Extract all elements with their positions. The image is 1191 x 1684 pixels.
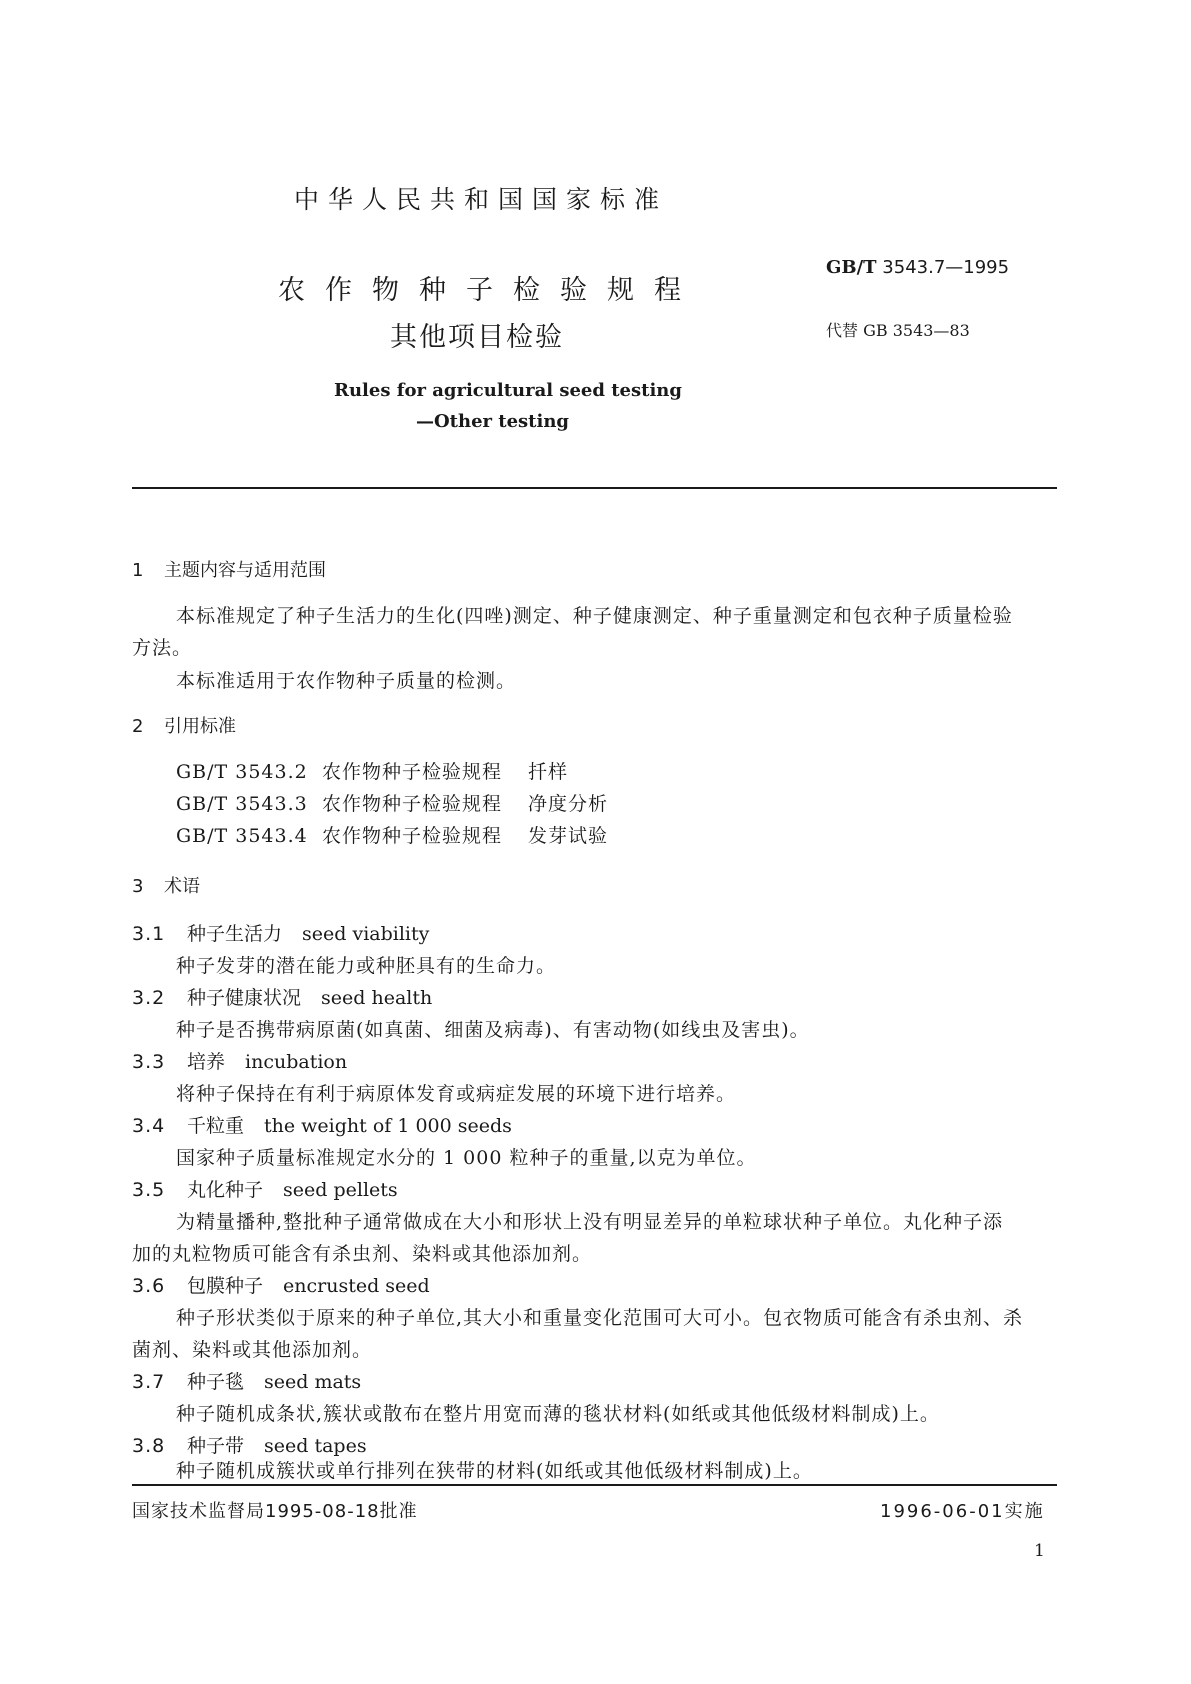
term-zh: 千粒重 xyxy=(187,1115,245,1137)
reference-name: 农作物种子检验规程 xyxy=(322,761,503,783)
english-title: Rules for agricultural seed testing xyxy=(334,380,682,401)
reference-code: GB/T 3543.4 xyxy=(176,825,308,847)
section-title: 引用标准 xyxy=(164,716,236,737)
term-heading xyxy=(132,919,429,946)
reference-name: 农作物种子检验规程 xyxy=(322,825,503,847)
term-number: 3.5 xyxy=(132,1179,166,1201)
reference-item xyxy=(176,821,608,848)
section-heading-3 xyxy=(132,872,200,898)
term-definition: 种子随机成簇状或单行排列在狭带的材料(如纸或其他低级材料制成)上。 xyxy=(176,1460,813,1482)
term-en: the weight of 1 000 seeds xyxy=(264,1115,512,1137)
standard-title: 农作物种子检验规程 xyxy=(278,275,701,306)
section-number: 1 xyxy=(132,560,144,581)
term-definition: 加的丸粒物质可能含有杀虫剂、染料或其他添加剂。 xyxy=(132,1243,593,1265)
section-heading-1 xyxy=(132,556,326,582)
term-zh: 培养 xyxy=(187,1051,226,1073)
term-en: seed health xyxy=(321,987,433,1009)
reference-code: GB/T 3543.3 xyxy=(176,793,308,815)
reference-code: GB/T 3543.2 xyxy=(176,761,308,783)
term-definition: 国家种子质量标准规定水分的 1 000 粒种子的重量,以克为单位。 xyxy=(176,1147,757,1169)
section-number: 2 xyxy=(132,716,144,737)
term-en: incubation xyxy=(245,1051,348,1073)
term-heading xyxy=(132,1047,347,1074)
term-definition: 为精量播种,整批种子通常做成在大小和形状上没有明显差异的单粒球状种子单位。丸化种子添 xyxy=(176,1211,1004,1233)
approval-date: 国家技术监督局1995-08-18批准 xyxy=(132,1501,418,1522)
term-zh: 种子毯 xyxy=(187,1371,245,1393)
reference-item xyxy=(176,789,608,816)
term-zh: 种子带 xyxy=(187,1435,245,1457)
term-zh: 种子生活力 xyxy=(187,923,283,945)
paragraph-line: 本标准规定了种子生活力的生化(四唑)测定、种子健康测定、种子重量测定和包衣种子质量检验 xyxy=(176,605,1013,627)
standard-subtitle: 其他项目检验 xyxy=(390,322,564,353)
term-zh: 种子健康状况 xyxy=(187,987,302,1009)
term-en: encrusted seed xyxy=(283,1275,430,1297)
paragraph-line: 本标准适用于农作物种子质量的检测。 xyxy=(176,670,517,692)
section-title: 主题内容与适用范围 xyxy=(164,560,326,581)
term-number: 3.3 xyxy=(132,1051,166,1073)
effective-date: 1996-06-01实施 xyxy=(880,1501,1045,1522)
term-number: 3.2 xyxy=(132,987,166,1009)
section-title: 术语 xyxy=(164,876,200,897)
reference-part: 净度分析 xyxy=(528,793,609,815)
term-number: 3.4 xyxy=(132,1115,166,1137)
term-number: 3.6 xyxy=(132,1275,166,1297)
paragraph-line: 方法。 xyxy=(132,637,193,659)
term-number: 3.8 xyxy=(132,1435,166,1457)
term-heading xyxy=(132,983,432,1010)
section-number: 3 xyxy=(132,876,144,897)
term-zh: 丸化种子 xyxy=(187,1179,264,1201)
term-definition: 种子形状类似于原来的种子单位,其大小和重量变化范围可大可小。包衣物质可能含有杀虫剂、杀 xyxy=(176,1307,1024,1329)
term-definition: 种子随机成条状,簇状或散布在整片用宽而薄的毯状材料(如纸或其他低级材料制成)上。 xyxy=(176,1403,940,1425)
section-heading-2 xyxy=(132,712,236,738)
standard-code-prefix: GB/T xyxy=(826,257,877,278)
term-heading xyxy=(132,1271,430,1298)
term-heading xyxy=(132,1367,361,1394)
reference-name: 农作物种子检验规程 xyxy=(322,793,503,815)
term-number: 3.1 xyxy=(132,923,166,945)
reference-part: 发芽试验 xyxy=(528,825,609,847)
term-number: 3.7 xyxy=(132,1371,166,1393)
term-en: seed tapes xyxy=(264,1435,367,1457)
term-definition: 将种子保持在有利于病原体发育或病症发展的环境下进行培养。 xyxy=(176,1083,737,1105)
term-heading xyxy=(132,1431,367,1458)
replaces-standard: 代替 GB 3543—83 xyxy=(826,321,970,340)
reference-item xyxy=(176,757,568,784)
term-en: seed mats xyxy=(264,1371,362,1393)
header-divider xyxy=(132,487,1057,489)
term-zh: 包膜种子 xyxy=(187,1275,264,1297)
footer-divider xyxy=(132,1484,1057,1486)
standard-code-number: 3543.7—1995 xyxy=(876,257,1010,278)
term-definition: 菌剂、染料或其他添加剂。 xyxy=(132,1339,373,1361)
term-heading xyxy=(132,1175,398,1202)
term-en: seed viability xyxy=(302,923,430,945)
term-en: seed pellets xyxy=(283,1179,398,1201)
english-subtitle: —Other testing xyxy=(416,411,570,432)
term-definition: 种子发芽的潜在能力或种胚具有的生命力。 xyxy=(176,955,557,977)
reference-part: 扦样 xyxy=(528,761,569,783)
page-number: 1 xyxy=(1034,1541,1045,1561)
term-heading xyxy=(132,1111,512,1138)
issuing-body-heading: 中华人民共和国国家标准 xyxy=(294,185,669,214)
standard-code xyxy=(826,257,1009,278)
term-definition: 种子是否携带病原菌(如真菌、细菌及病毒)、有害动物(如线虫及害虫)。 xyxy=(176,1019,810,1041)
